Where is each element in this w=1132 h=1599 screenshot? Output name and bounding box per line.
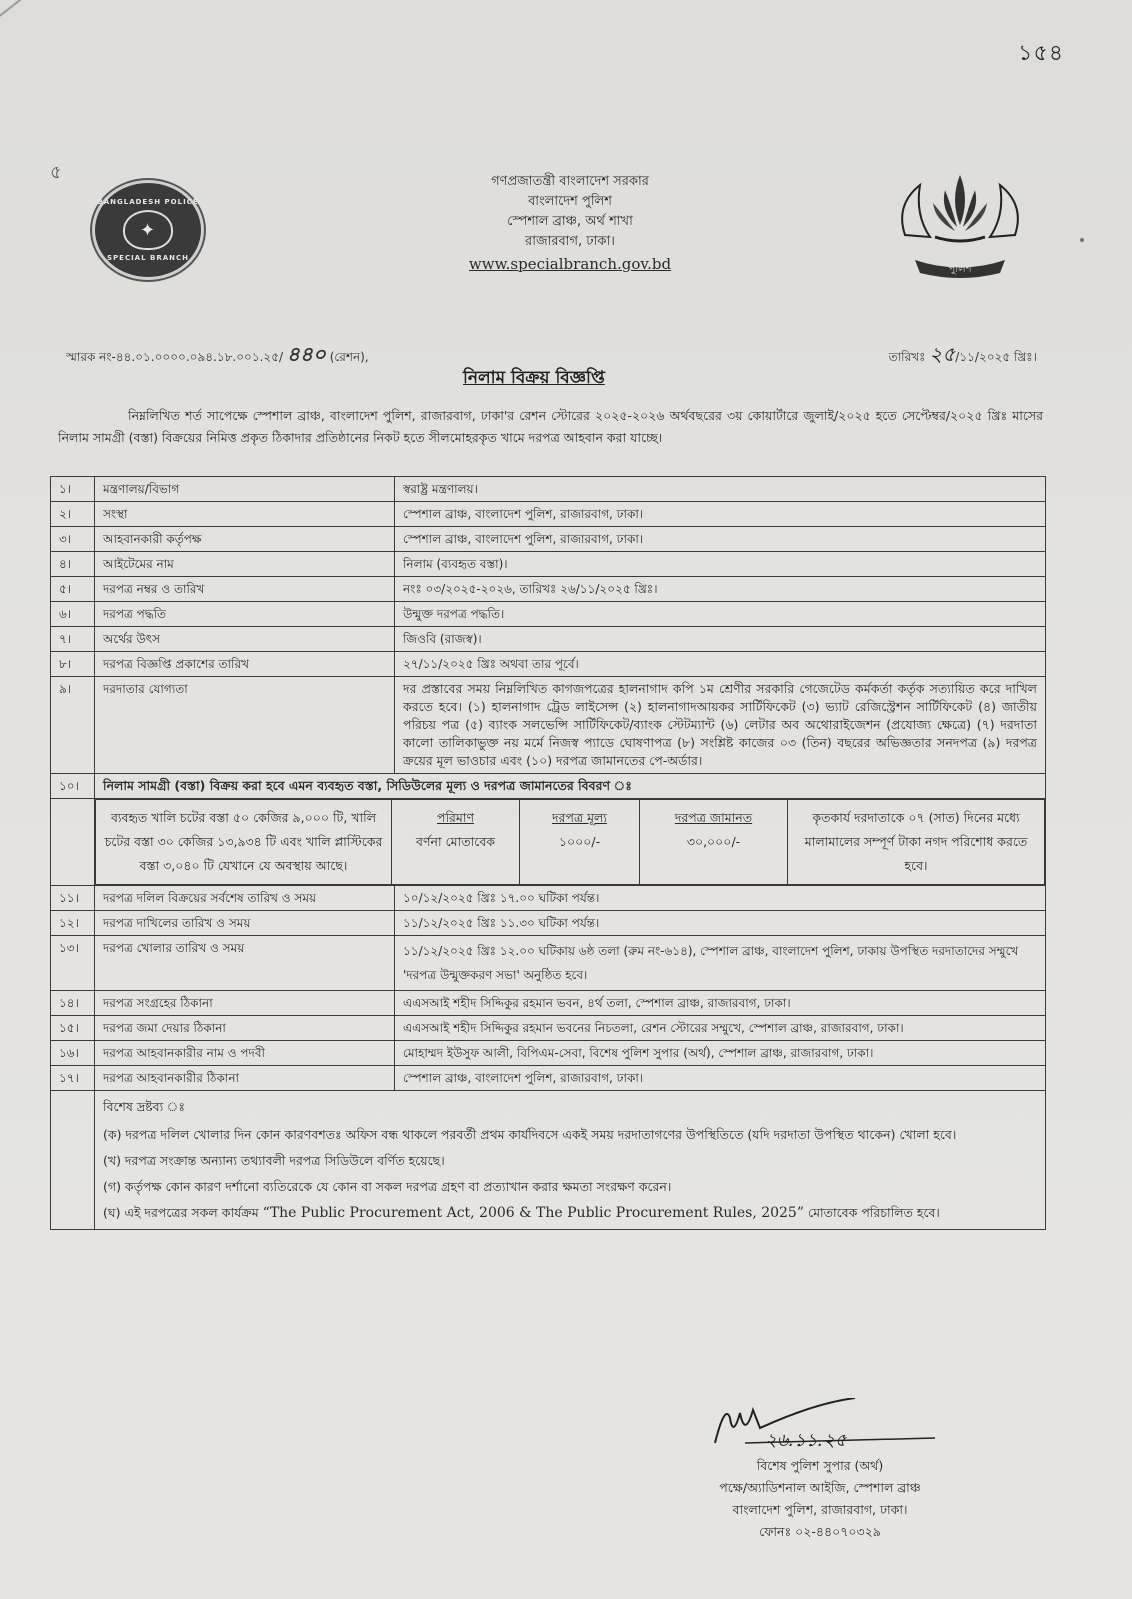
- row-label: দরপত্র জমা দেয়ার ঠিকানা: [95, 1016, 395, 1041]
- row-label: দরপত্র খোলার তারিখ ও সময়: [95, 936, 395, 991]
- memo-suffix: (রেশন),: [329, 350, 369, 364]
- eagle-icon: ✦: [123, 210, 173, 250]
- table-row: [51, 527, 1046, 552]
- dept-name: স্পেশাল ব্রাঞ্চ, অর্থ শাখা: [507, 214, 633, 229]
- table-row: [51, 627, 1046, 652]
- quantity-head: পরিমাণ: [436, 810, 475, 825]
- table-row: [51, 774, 1046, 799]
- special-notes: [95, 1091, 1046, 1230]
- corner-fold-line: [0, 0, 84, 32]
- table-row: [51, 799, 1046, 886]
- row-value: ১০/১২/২০২৫ খ্রিঃ ১৭.০০ ঘটিকা পর্যন্ত।: [395, 886, 1046, 911]
- issue-date: [889, 340, 1037, 373]
- price-head: দরপত্র মূল্য: [552, 810, 607, 825]
- signature: [705, 1398, 945, 1453]
- row-number: ৬।: [51, 602, 95, 627]
- memo-number: [66, 340, 369, 373]
- logo-text-bottom: SPECIAL BRANCH: [106, 254, 189, 262]
- row-value: এএসআই শহীদ সিদ্দিকুর রহমান ভবন, ৪র্থ তলা, স্পেশাল ব্রাঞ্চ, রাজারবাগ, ঢাকা।: [395, 991, 1046, 1016]
- row-label: সংস্থা: [95, 502, 395, 527]
- speck: [1080, 238, 1084, 242]
- org-name: বাংলাদেশ পুলিশ: [528, 194, 612, 209]
- note-gha-suffix: মোতাবেক পরিচালিত হবে।: [808, 1205, 940, 1220]
- item-description: ব্যবহৃত খালি চটের বস্তা ৫০ কেজির ৯,০০০ টি, খালি চটের বস্তা ৩০ কেজির ১৩,৯৩৪ টি এবং খালি প্লাস্টিকের বস্তা ৩,০৪০ টি যেখানে যে অবস্থায় আছে।: [96, 800, 392, 885]
- row-label: দরপত্র দাখিলের তারিখ ও সময়: [95, 911, 395, 936]
- tender-details-table: [50, 476, 1046, 1230]
- row-number: ৮।: [51, 652, 95, 677]
- website-link[interactable]: www.specialbranch.gov.bd: [468, 255, 672, 273]
- row-number: ৭।: [51, 627, 95, 652]
- row-label: মন্ত্রণালয়/বিভাগ: [95, 477, 395, 502]
- row-label: দরপত্র আহবানকারীর নাম ও পদবী: [95, 1041, 395, 1066]
- table-row: [51, 477, 1046, 502]
- notes-row: [51, 1091, 1046, 1230]
- row-value: ১১/১২/২০২৫ খ্রিঃ ১১.৩০ ঘটিকা পর্যন্ত।: [395, 911, 1046, 936]
- row-value: দর প্রস্তাবের সময় নিম্নলিখিত কাগজপত্রের হালনাগাদ কপি ১ম শ্রেণীর সরকারি গেজেটেড কর্মকর্তা কর্তৃক সত্যায়িত করে দাখিল করতে হবে। (১) হালনাগাদ ট্রেড লাইসেন্স (২) হালনাগাদআয়কর সার্টিফিকেট (৩) ভ্যাট রেজিস্ট্রেশন সার্টিফিকেট (৪) জাতীয় পরিচয় পত্র (৫) ব্যাংক সলভেন্সি সার্টিফিকেট/ব্যাংক স্টেটম্যান্ট (৬) লেটার অব অথোরাইজেশন (প্রযোজ্য ক্ষেত্রে) (৭) দরদাতা কালো তালিকাভুক্ত নয় মর্মে নিজস্ব প্যাডে ঘোষণাপত্র (৮) সংশ্লিষ্ট কাজের ০৩ (তিন) বছরের অভিজ্ঞতার সনদপত্র (৯) দরপত্র ক্রয়ের মূল ভাওচার এবং (১০) দরপত্র জামানতের পে-অর্ডার।: [395, 677, 1046, 774]
- row-number-blank: [51, 799, 95, 886]
- row-number: ১৭।: [51, 1066, 95, 1091]
- row-label: দরপত্র বিজ্ঞপ্তি প্রকাশের তারিখ: [95, 652, 395, 677]
- row-value: নিলাম (ব্যবহৃত বস্তা)।: [395, 552, 1046, 577]
- date-label: তারিখঃ: [888, 350, 926, 364]
- row-heading: নিলাম সামগ্রী (বস্তা) বিক্রয় করা হবে এমন ব্যবহৃত বস্তা, সিডিউলের মূল্য ও দরপত্র জামানতের বিবরণ ঃ: [95, 774, 1046, 799]
- police-emblem-icon: [885, 165, 1035, 283]
- page-number: ১৫৪: [1018, 41, 1064, 66]
- signature-icon: [705, 1398, 945, 1453]
- signatory-designation: বিশেষ পুলিশ সুপার (অর্থ): [756, 1458, 884, 1473]
- row-number: ১০।: [51, 774, 95, 799]
- notice-title: নিলাম বিক্রয় বিজ্ঞপ্তি: [463, 368, 605, 388]
- price-value: ১০০০/-: [558, 834, 601, 849]
- row-number: ৩।: [51, 527, 95, 552]
- date-rest: /১১/২০২৫ খ্রিঃ।: [955, 350, 1037, 364]
- table-row: [51, 886, 1046, 911]
- note-kha: (খ) দরপত্র সংক্রান্ত অন্যান্য তথ্যাবলী দরপত্র সিডিউলে বর্ণিত হয়েছে।: [103, 1153, 445, 1168]
- svg-text:পুলিশ: পুলিশ: [948, 264, 972, 275]
- row-number: ৫।: [51, 577, 95, 602]
- row-number-blank: [51, 1091, 95, 1230]
- table-row: [51, 1041, 1046, 1066]
- table-row: [51, 652, 1046, 677]
- letterhead: [400, 172, 740, 274]
- payment-note: কৃতকার্য দরদাতাকে ০৭ (সাত) দিনের মধ্যে মালামালের সম্পূর্ণ টাকা নগদ পরিশোধ করতে হবে।: [788, 800, 1045, 885]
- table-row: [51, 502, 1046, 527]
- row-number: ২।: [51, 502, 95, 527]
- row-value: স্বরাষ্ট্র মন্ত্রণালয়।: [395, 477, 1046, 502]
- row-number: ১২।: [51, 911, 95, 936]
- table-row: [51, 577, 1046, 602]
- signatory-phone: ফোনঃ ০২-৪৪০৭০৩২৯: [759, 1524, 881, 1539]
- margin-mark: ৫: [50, 162, 62, 183]
- table-row: [51, 602, 1046, 627]
- special-branch-logo: [92, 180, 204, 280]
- row-value: নংঃ ০৩/২০২৫-২০২৬, তারিখঃ ২৬/১১/২০২৫ খ্রিঃ।: [395, 577, 1046, 602]
- row-number: ৯।: [51, 677, 95, 774]
- table-row: [51, 552, 1046, 577]
- row-label: অর্থের উৎস: [95, 627, 395, 652]
- row-number: ১৩।: [51, 936, 95, 991]
- row-value: মোহাম্মদ ইউসুফ আলী, বিপিএম-সেবা, বিশেষ পুলিশ সুপার (অর্থ), স্পেশাল ব্রাঞ্চ, রাজারবাগ, ঢাকা।: [395, 1041, 1046, 1066]
- row-label: দরপত্র নম্বর ও তারিখ: [95, 577, 395, 602]
- row-number: ১১।: [51, 886, 95, 911]
- quantity-value: বর্ণনা মোতাবেক: [416, 834, 495, 849]
- notes-heading: বিশেষ দ্রষ্টব্য ঃ: [103, 1099, 186, 1114]
- table-row: [51, 677, 1046, 774]
- row-number: ১৫।: [51, 1016, 95, 1041]
- memo-prefix: স্মারক নং-৪৪.০১.০০০০.০৯৪.১৮.০০১.২৫/: [66, 350, 284, 364]
- row-value: ২৭/১১/২০২৫ খ্রিঃ অথবা তার পূর্বে।: [395, 652, 1046, 677]
- police-emblem-logo: [885, 165, 1035, 283]
- security-head: দরপত্র জামানত: [674, 810, 753, 825]
- row-label: আইটেমের নাম: [95, 552, 395, 577]
- row-value: স্পেশাল ব্রাঞ্চ, বাংলাদেশ পুলিশ, রাজারবাগ, ঢাকা।: [395, 1066, 1046, 1091]
- price-cell: [520, 800, 640, 885]
- table-row: [51, 936, 1046, 991]
- note-ka: (ক) দরপত্র দলিল খোলার দিন কোন কারণবশতঃ অফিস বন্ধ থাকলে পরবর্তী প্রথম কার্যদিবসে একই সময় দরদাতাগণের উপস্থিতিতে (যদি দরদাতা উপস্থিত থাকেন) খোলা হবে।: [103, 1127, 957, 1142]
- row-number: ১৬।: [51, 1041, 95, 1066]
- quantity-cell: [392, 800, 520, 885]
- row-label: আহবানকারী কর্তৃপক্ষ: [95, 527, 395, 552]
- govt-name: গণপ্রজাতন্ত্রী বাংলাদেশ সরকার: [491, 174, 649, 189]
- signatory-office: বাংলাদেশ পুলিশ, রাজারবাগ, ঢাকা।: [732, 1502, 908, 1517]
- row-label: দরপত্র দলিল বিক্রয়ের সর্বশেষ তারিখ ও সময়: [95, 886, 395, 911]
- table-row: [51, 1066, 1046, 1091]
- row-value: স্পেশাল ব্রাঞ্চ, বাংলাদেশ পুলিশ, রাজারবাগ, ঢাকা।: [395, 502, 1046, 527]
- row-value: এএসআই শহীদ সিদ্দিকুর রহমান ভবনের নিচতলা, রেশন স্টোরের সম্মুখে, স্পেশাল ব্রাঞ্চ, রাজারবাগ, ঢাকা।: [395, 1016, 1046, 1041]
- security-value: ৩০,০০০/-: [686, 834, 741, 849]
- row-value: স্পেশাল ব্রাঞ্চ, বাংলাদেশ পুলিশ, রাজারবাগ, ঢাকা।: [395, 527, 1046, 552]
- memo-handwritten-no: ৪৪০: [286, 342, 326, 366]
- row-value: উন্মুক্ত দরপত্র পদ্ধতি।: [395, 602, 1046, 627]
- row-number: ৪।: [51, 552, 95, 577]
- item-subtable: [95, 799, 1045, 885]
- note-gha-prefix: (ঘ) এই দরপত্রের সকল কার্যক্রম: [103, 1205, 259, 1220]
- signatory-block: [690, 1455, 950, 1543]
- row-number: ১৪।: [51, 991, 95, 1016]
- table-row: [51, 1016, 1046, 1041]
- row-value: জিওবি (রাজস্ব)।: [395, 627, 1046, 652]
- row-value: ১১/১২/২০২৫ খ্রিঃ ১২.০০ ঘটিকায় ৬ষ্ঠ তলা (রুম নং-৬১৪), স্পেশাল ব্রাঞ্চ, বাংলাদেশ পুলিশ, ঢাকায় উপস্থিত দরদাতাদের সম্মুখে 'দরপত্র উন্মুক্তকরণ সভা' অনুষ্ঠিত হবে।: [395, 936, 1046, 991]
- note-gha-act: “The Public Procurement Act, 2006 & The Public Procurement Rules, 2025”: [262, 1205, 805, 1221]
- note-ga: (গ) কর্তৃপক্ষ কোন কারণ দর্শানো ব্যতিরেকে যে কোন বা সকল দরপত্র গ্রহণ বা প্রত্যাখান করার ক্ষমতা সংরক্ষণ করেন।: [103, 1179, 672, 1194]
- row-label: দরদাতার যোগ্যতা: [95, 677, 395, 774]
- signatory-on-behalf: পক্ষে/অ্যাডিশনাল আইজি, স্পেশাল ব্রাঞ্চ: [719, 1480, 921, 1495]
- row-label: দরপত্র আহবানকারীর ঠিকানা: [95, 1066, 395, 1091]
- table-row: [51, 911, 1046, 936]
- svg-text:২৬.১১.২৫: ২৬.১১.২৫: [765, 1430, 847, 1451]
- row-number: ১।: [51, 477, 95, 502]
- security-cell: [640, 800, 788, 885]
- note-gha: [103, 1200, 1037, 1226]
- item-subtable-cell: [95, 799, 1046, 886]
- intro-paragraph: নিম্নলিখিত শর্ত সাপেক্ষে স্পেশাল ব্রাঞ্চ, বাংলাদেশ পুলিশ, রাজারবাগ, ঢাকা'র রেশন স্টোরের ২০২৫-২০২৬ অর্থবছরের ৩য় কোয়ার্টারে জুলাই/২০২৫ হতে সেপ্টেম্বর/২০২৫ খ্রিঃ মাসের নিলাম সামগ্রী (বস্তা) বিক্রয়ের নিমিত্ত প্রকৃত ঠিকাদার প্রতিষ্ঠানের নিকট হতে সীলমোহরকৃত খামে দরপত্র আহবান করা যাচ্ছে।: [58, 408, 1043, 445]
- address: রাজারবাগ, ঢাকা।: [525, 234, 615, 249]
- table-row: [51, 991, 1046, 1016]
- row-label: দরপত্র সংগ্রহের ঠিকানা: [95, 991, 395, 1016]
- date-handwritten-day: ২৫: [929, 342, 956, 366]
- logo-text-top: BANGLADESH POLICE: [97, 198, 199, 206]
- row-label: দরপত্র পদ্ধতি: [95, 602, 395, 627]
